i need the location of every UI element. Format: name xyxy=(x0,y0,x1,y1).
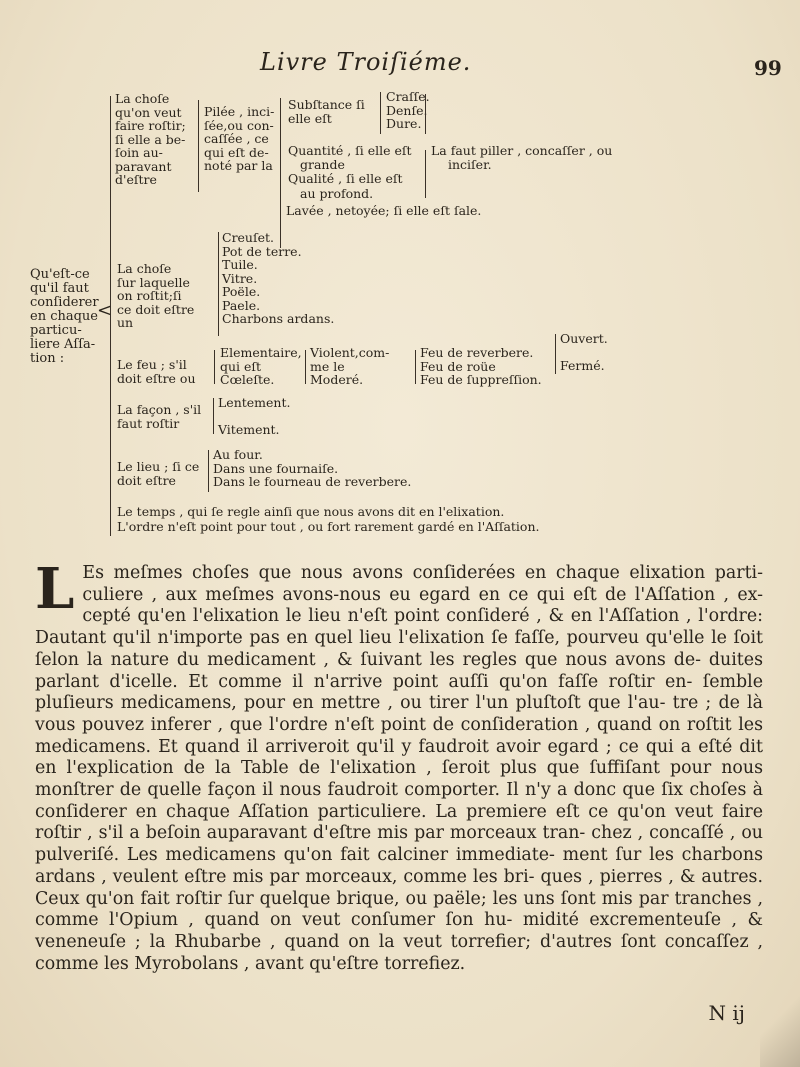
fire-types xyxy=(420,346,542,387)
label-line: ſoin au- xyxy=(115,145,163,160)
option: qui eſt xyxy=(220,358,262,374)
brace xyxy=(305,350,306,384)
lavee-line: Lavée , netoyée; ſi elle eſt ſale. xyxy=(286,203,482,218)
brace xyxy=(422,150,426,198)
option: Denſe. xyxy=(386,102,428,118)
row-vessel-label xyxy=(117,262,194,330)
label-line: un xyxy=(117,315,134,330)
brace xyxy=(280,98,281,248)
substance-label xyxy=(288,98,365,125)
manner-options xyxy=(218,396,290,437)
row-prep-options xyxy=(204,105,274,173)
heading-line: liere Aſſa- xyxy=(30,337,96,352)
label-line: paravant xyxy=(115,158,172,174)
label-line: d'eſtre xyxy=(115,172,157,187)
brace xyxy=(208,450,209,492)
option: Pilée , inci- xyxy=(204,104,275,119)
label-line: elle eſt xyxy=(288,110,332,126)
label-line: doit eſtre ou xyxy=(117,370,196,386)
brace xyxy=(213,398,214,434)
brace xyxy=(380,92,381,134)
brace xyxy=(218,232,219,336)
option: Pot de terre. xyxy=(222,243,302,259)
option: caſſée , ce xyxy=(204,131,269,146)
heading-line: tion : xyxy=(30,351,65,366)
grande-line: grande xyxy=(300,157,345,172)
time-line: Le temps , qui ſe regle ainſi que nous avons dit en l'elixation. xyxy=(117,504,505,519)
action-line-2: inciſer. xyxy=(448,157,492,172)
option: Feu de reverbere. xyxy=(420,345,534,360)
option: Violent,com- xyxy=(310,345,390,360)
option: Moderé. xyxy=(310,372,364,387)
option: Dans le fourneau de reverbere. xyxy=(213,474,412,489)
label-line: ſi elle a be- xyxy=(115,131,186,147)
signature-mark: N ij xyxy=(708,1001,745,1025)
label-line: faut roſtir xyxy=(117,415,180,431)
label-line: Subſtance ſi xyxy=(288,97,365,112)
option: Au four. xyxy=(213,447,263,462)
label-line: faire roſtir; xyxy=(115,118,186,133)
option: ſée,ou con- xyxy=(204,117,274,133)
option: Creuſet. xyxy=(222,230,275,245)
option: Ouvert. xyxy=(560,331,608,346)
brace xyxy=(555,334,556,374)
profond-line: au profond. xyxy=(300,186,374,201)
option: Paele. xyxy=(222,297,261,313)
label-line: qu'on veut xyxy=(115,104,182,120)
brace xyxy=(198,100,199,192)
heading-line: qu'il faut xyxy=(30,281,89,296)
option: Poële. xyxy=(222,284,261,299)
option: Vitre. xyxy=(222,270,258,286)
page-stain xyxy=(760,987,800,1067)
option: Fermé. xyxy=(560,358,605,373)
option: Charbons ardans. xyxy=(222,311,335,326)
body-text xyxy=(35,556,763,975)
page-number: 99 xyxy=(754,56,782,80)
label-line: doit eſtre xyxy=(117,472,176,488)
option: Vitement. xyxy=(218,422,280,437)
option: noté par la xyxy=(204,158,273,173)
option: me le xyxy=(310,358,345,374)
option: qui eſt de- xyxy=(204,144,269,160)
label-line: La choſe xyxy=(115,91,170,106)
running-head: Livre Troiſiéme. xyxy=(260,48,472,76)
quantity-line: Quantité , ſi elle eſt xyxy=(288,143,412,158)
option: Dure. xyxy=(386,116,422,131)
row-substance-label xyxy=(115,92,186,187)
row-fire-label xyxy=(117,358,196,385)
table-heading xyxy=(30,268,99,366)
label-line: ce doit eſtre xyxy=(117,301,195,317)
option: Elementaire, xyxy=(220,345,302,360)
fire-intensity xyxy=(310,346,389,387)
qualite-line: Qualité , ſi elle eſt xyxy=(288,171,403,186)
option: Craſſe. xyxy=(386,89,430,104)
option: Lentement. xyxy=(218,395,291,410)
action-line: La faut piller , concaſſer , ou xyxy=(431,143,613,158)
place-options xyxy=(213,448,411,489)
option: Cœleſte. xyxy=(220,372,275,387)
brace xyxy=(415,350,416,384)
option: Dans une fournaiſe. xyxy=(213,460,339,476)
fire-options xyxy=(220,346,302,387)
heading-line: Qu'eſt-ce xyxy=(30,267,90,282)
vessel-options xyxy=(222,231,334,326)
option: Feu de roüe xyxy=(420,358,496,374)
brace xyxy=(214,350,215,384)
drop-cap: L xyxy=(35,556,75,622)
row-manner-label xyxy=(117,403,201,430)
body-paragraph: Es meſmes choſes que nous avons conſiderées en chaque elixation parti- culiere , aux meſmes avons-nous eu egard en ce qui eſt de l'Aſſation , ex- cepté qu'en l'elixation le lieu n'eſt point conſideré , & en l'Aſſation , l'ordre: Dautant qu'il n'importe pas en quel lieu l'elixation ſe faſſe, pourveu qu'elle le ſoit ſelon la nature du medicament , & ſuivant les regles que nous avons de- duites parlant d'icelle. Et comme il n'arrive point auſſi qu'on faſſe roſtir en- ſemble pluſieurs medicamens, pour en mettre , ou tirer l'un pluſtoſt que l'au- tre ; de là vous pouvez inferer , que l'ordre n'eſt point de conſideration , quand on roſtit les medicamens. Et quand il arriveroit qu'il y faudroit avoir egard ; ce qui a eſté dit en l'explication de la Table de l'elixation , ſeroit plus que ſuffiſant pour nous monſtrer de quelle façon il nous faudroit comporter. Il n'y a donc que ſix choſes à conſiderer en chaque Aſſation particuliere. La premiere eſt ce qu'on veut faire roſtir , s'il a beſoin auparavant d'eſtre mis par morceaux tran- chez , concaſſé , ou pulveriſé. Les medicamens qu'on fait calciner immediate- ment ſur les charbons ardans , veulent eſtre mis par morceaux, comme les bri- ques , pierres , & autres. Ceux qu'on fait roſtir ſur quelque brique, ou paële; les uns ſont mis par tranches , comme l'Opium , quand on veut conſumer ſon hu- midité excrementeuſe , & veneneuſe ; la Rhubarbe , quand on la veut torrefier; d'autres ſont concaſſez , comme les Myrobolans , avant qu'eſtre torrefiez. xyxy=(35,563,763,974)
main-brace-tip: < xyxy=(97,300,113,321)
option: Tuile. xyxy=(222,257,258,272)
label-line: ſur laquelle xyxy=(117,274,190,290)
heading-line: en chaque xyxy=(30,309,98,324)
row-place-label xyxy=(117,460,199,487)
brace xyxy=(422,94,426,134)
option: Feu de ſuppreſſion. xyxy=(420,372,542,387)
heading-line: conſiderer xyxy=(30,295,99,310)
label-line: on roſtit;ſi xyxy=(117,288,182,303)
label-line: Le lieu ; ſi ce xyxy=(117,459,200,474)
heading-line: particu- xyxy=(30,323,82,338)
order-line: L'ordre n'eſt point pour tout , ou fort rarement gardé en l'Aſſation. xyxy=(117,519,540,534)
label-line: Le feu ; s'il xyxy=(117,357,187,372)
fire-open-closed xyxy=(560,332,608,373)
label-line: La choſe xyxy=(117,261,172,276)
label-line: La façon , s'il xyxy=(117,402,202,417)
